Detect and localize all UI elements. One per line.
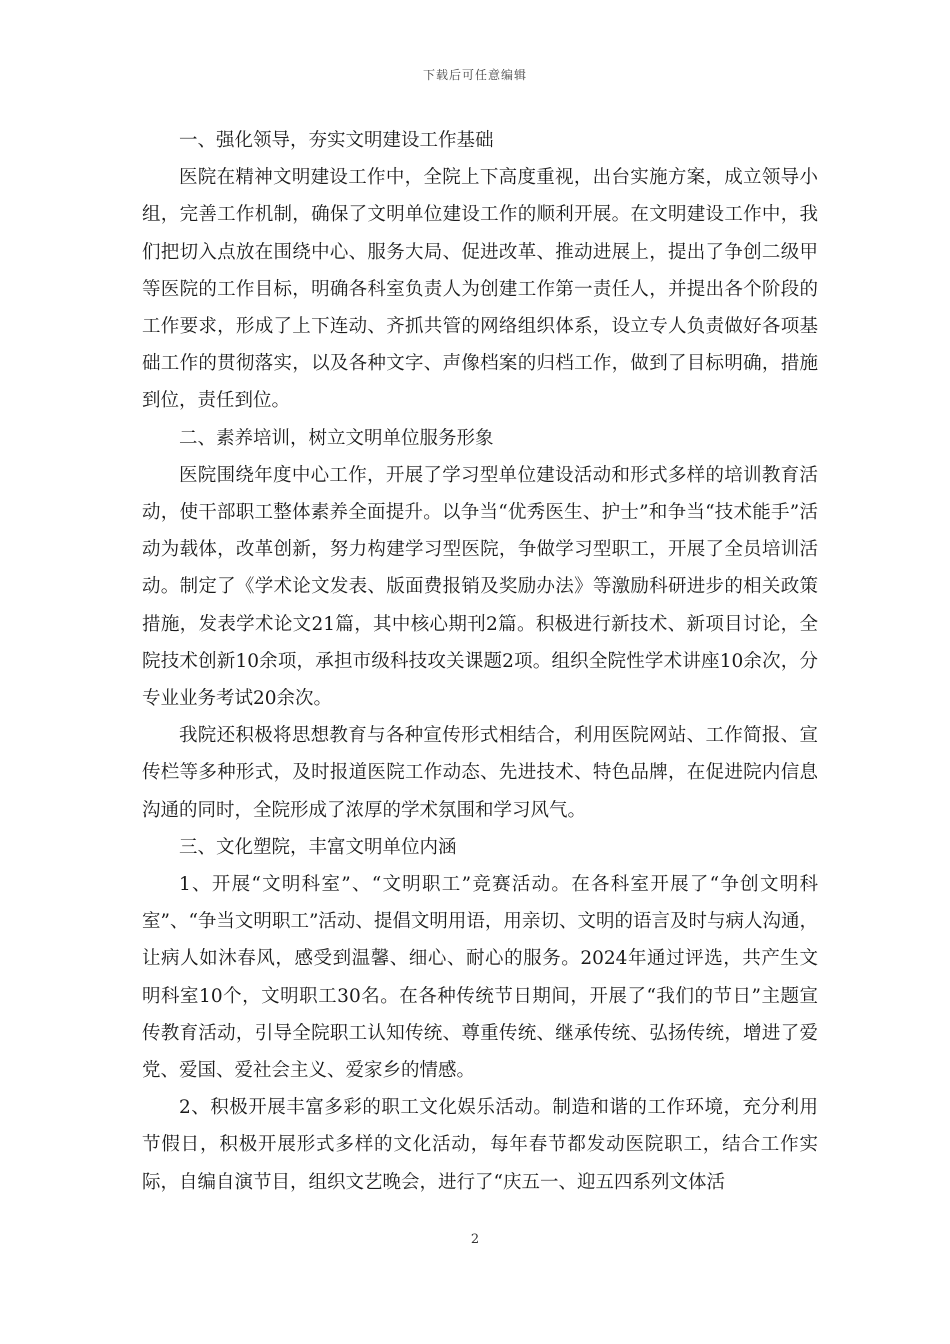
section-1-paragraph: 医院在精神文明建设工作中，全院上下高度重视，出台实施方案，成立领导小组，完善工作机制，确保了文明单位建设工作的顺利开展。在文明建设工作中，我们把切入点放在围绕中心、服务大局、促进改革、推动进展上，提出了争创二级甲等医院的工作目标，明确各科室负责人为创建工作第一责任人，并提出各个阶段的工作要求，形成了上下连动、齐抓共管的网络组织体系，设立专人负责做好各项基础工作的贯彻落实，以及各种文字、声像档案的归档工作，做到了目标明确，措施到位，责任到位。: [142, 167, 818, 412]
section-3-paragraph-1: 1、开展“文明科室”、“文明职工”竞赛活动。在各科室开展了“争创文明科室”、“争当文明职工”活动、提倡文明用语，用亲切、文明的语言及时与病人沟通，让病人如沐春风，感受到温馨、细心、耐心的服务。2024年通过评选，共产生文明科室10个，文明职工30名。在各种传统节日期间，开展了“我们的节日”主题宣传教育活动，引导全院职工认知传统、尊重传统、继承传统、弘扬传统，增进了爱党、爱国、爱社会主义、爱家乡的情感。: [142, 874, 818, 1082]
document-body: [142, 122, 818, 1201]
page-header-note: 下载后可任意编辑: [422, 68, 527, 82]
section-heading-1: 一、强化领导，夯实文明建设工作基础: [179, 130, 494, 151]
section-2-paragraph-2: 我院还积极将思想教育与各种宣传形式相结合，利用医院网站、工作简报、宣传栏等多种形式，及时报道医院工作动态、先进技术、特色品牌，在促进院内信息沟通的同时，全院形成了浓厚的学术氛围和学习风气。: [142, 725, 818, 821]
section-2-paragraph-1: 医院围绕年度中心工作，开展了学习型单位建设活动和形式多样的培训教育活动，使干部职工整体素养全面提升。以争当“优秀医生、护士”和争当“技术能手”活动为载体，改革创新，努力构建学习型医院，争做学习型职工，开展了全员培训活动。制定了《学术论文发表、版面费报销及奖励办法》等激励科研进步的相关政策措施，发表学术论文21篇，其中核心期刊2篇。积极进行新技术、新项目讨论，全院技术创新10余项，承担市级科技攻关课题2项。组织全院性学术讲座10余次，分专业业务考试20余次。: [142, 464, 818, 710]
section-3-paragraph-2: 2、积极开展丰富多彩的职工文化娱乐活动。制造和谐的工作环境，充分利用节假日，积极开展形式多样的文化活动，每年春节都发动医院职工，结合工作实际，自编自演节目，组织文艺晚会，进行了“庆五一、迎五四系列文体活: [142, 1097, 818, 1193]
section-heading-2: 二、素养培训，树立文明单位服务形象: [179, 427, 494, 449]
section-heading-3: 三、文化塑院，丰富文明单位内涵: [179, 836, 457, 858]
page-number: 2: [470, 1232, 480, 1247]
